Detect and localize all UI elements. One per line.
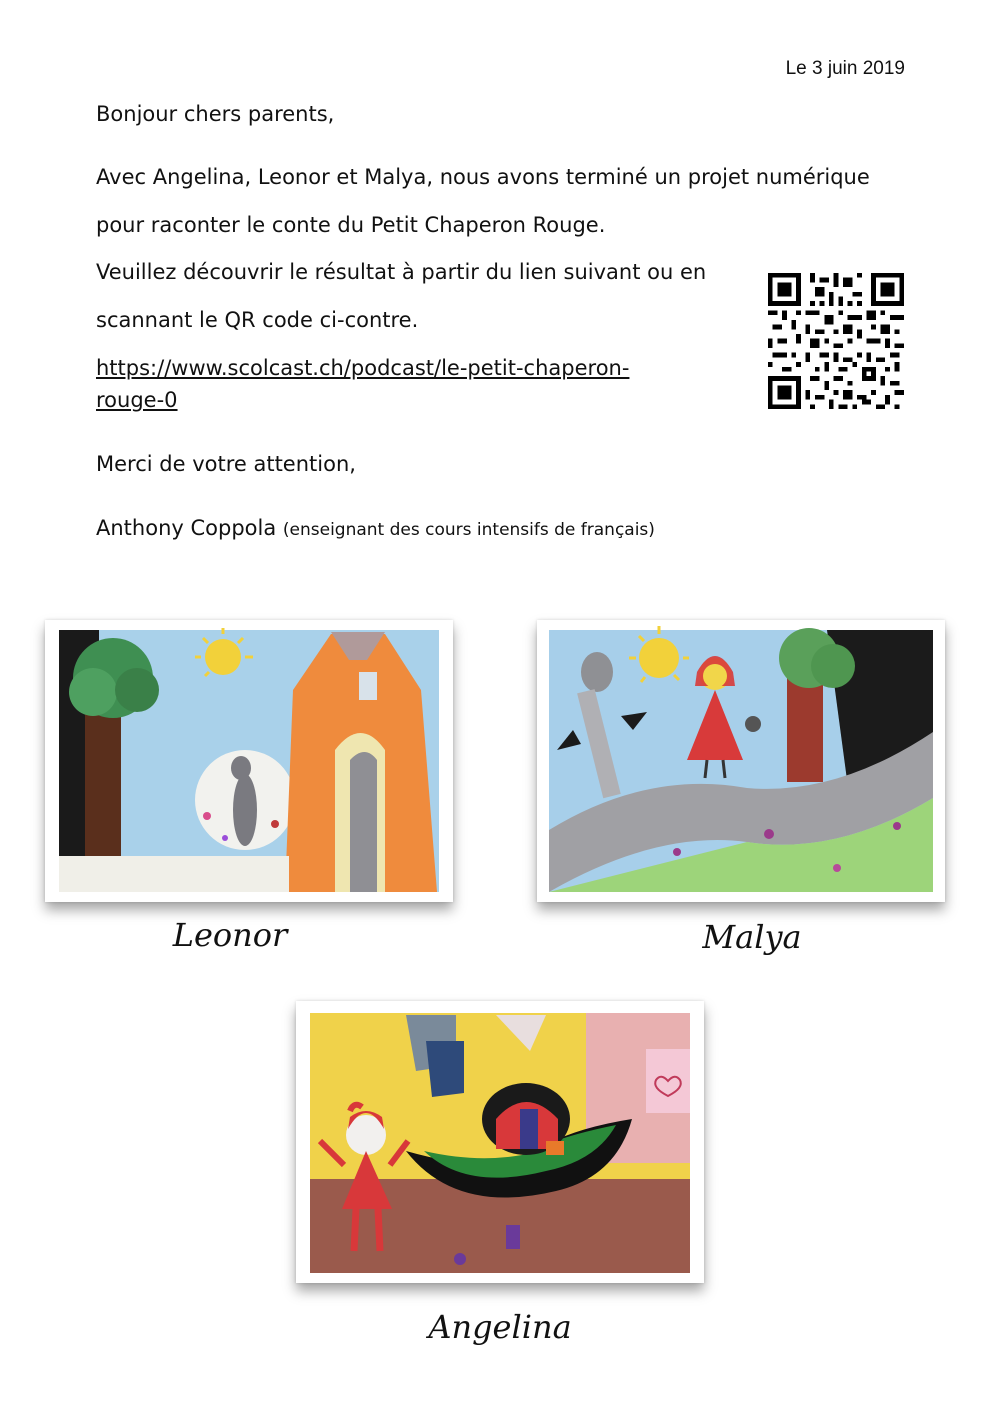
podcast-link[interactable]: https://www.scolcast.ch/podcast/le-petit-chaperon-rouge-0	[96, 356, 630, 412]
signature-role: (enseignant des cours intensifs de français)	[282, 520, 655, 540]
thanks-line: Merci de votre attention,	[96, 452, 356, 476]
discover-paragraph: Veuillez découvrir le résultat à partir du lien suivant ou en scannant le QR code ci-contre.	[96, 260, 707, 332]
caption-malya: Malya	[702, 918, 802, 956]
signature	[96, 504, 655, 554]
drawing-angelina	[296, 1001, 704, 1283]
caption-leonor: Leonor	[172, 916, 288, 954]
drawing-malya	[537, 620, 945, 902]
drawing-malya-image	[537, 620, 945, 902]
drawing-angelina-image	[296, 1001, 704, 1283]
qr-code[interactable]	[768, 273, 904, 409]
caption-angelina: Angelina	[428, 1308, 572, 1346]
intro-paragraph: Avec Angelina, Leonor et Malya, nous avons terminé un projet numérique pour raconter le conte du Petit Chaperon Rouge.	[96, 165, 870, 237]
greeting: Bonjour chers parents,	[96, 102, 335, 126]
letter-date: Le 3 juin 2019	[785, 58, 905, 79]
drawing-leonor	[45, 620, 453, 902]
signature-name: Anthony Coppola	[96, 516, 277, 540]
drawing-leonor-image	[45, 620, 453, 902]
